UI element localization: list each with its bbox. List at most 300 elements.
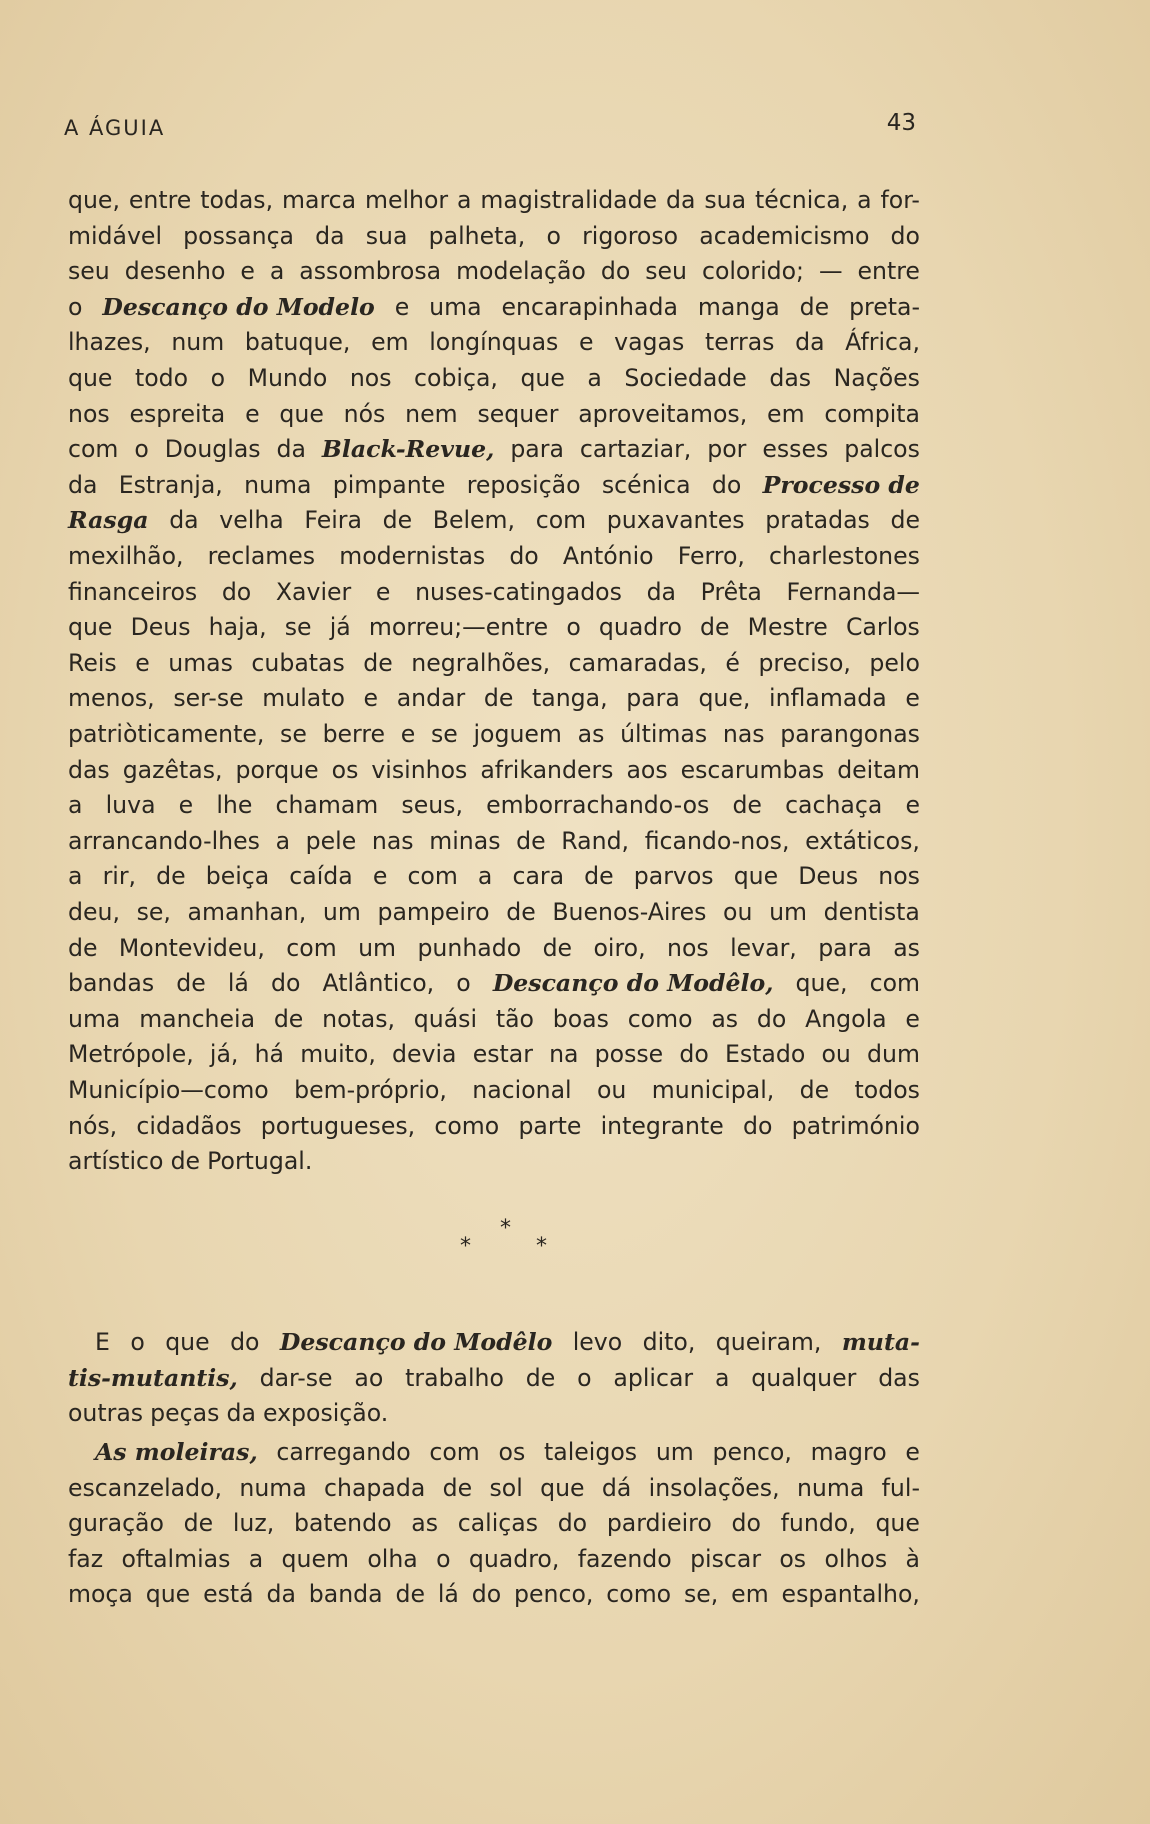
word: inflamada (769, 684, 887, 713)
word: da (226, 1399, 256, 1428)
word: guração (68, 1509, 164, 1538)
word: quem (281, 1544, 349, 1573)
word: o (130, 1328, 145, 1356)
text-line (68, 645, 920, 681)
word: beiça (205, 862, 270, 891)
word: ou (723, 898, 753, 926)
word: Belem, (432, 506, 516, 535)
word: ficando-nos, (644, 826, 790, 855)
word: se (430, 720, 458, 748)
word: já (329, 613, 351, 642)
word: punhado (417, 933, 522, 962)
word: de (890, 506, 920, 535)
word: do (221, 577, 252, 606)
word: Montevideu, (118, 933, 265, 962)
text-line (68, 1576, 920, 1612)
word: está (203, 1580, 254, 1609)
word: Rasga (68, 506, 149, 535)
dinkus-star-right: * (536, 1234, 547, 1259)
text-line (68, 289, 920, 325)
word: nos (68, 399, 110, 428)
word: do (270, 969, 301, 998)
word: lhe (216, 791, 253, 820)
word: que (68, 613, 113, 642)
word: que (165, 1328, 210, 1356)
word: andar (396, 684, 466, 713)
word: com (286, 933, 337, 962)
word: chamam (275, 791, 379, 820)
word: seu (645, 257, 687, 286)
word: escarumbas (680, 755, 825, 784)
word: emborrachando-os (486, 791, 710, 820)
word: as (577, 720, 605, 748)
word: Douglas (164, 435, 261, 464)
word: como (627, 1004, 693, 1033)
word: do (600, 257, 631, 286)
word: de (584, 862, 614, 891)
word: António (562, 542, 654, 570)
word: de (176, 969, 206, 998)
word: que, (698, 684, 751, 713)
text-line (68, 1072, 920, 1108)
word: minas (429, 826, 501, 855)
word: de (542, 933, 573, 962)
text-line (68, 930, 920, 966)
word: de (442, 1473, 473, 1502)
word: deu, (68, 898, 120, 926)
word: aos (626, 755, 668, 784)
text-line (68, 1505, 920, 1541)
word: uma (429, 292, 482, 321)
word: nem (405, 399, 458, 428)
word: Atlântico, (322, 969, 435, 998)
word: e (372, 862, 388, 891)
word: seu (68, 257, 110, 286)
word: pelo (869, 648, 920, 677)
word: um (358, 933, 397, 962)
word: e (905, 684, 920, 713)
word: e (905, 1438, 920, 1466)
word: lá (437, 1580, 459, 1609)
word: dito, (642, 1328, 696, 1356)
word: dentista (823, 898, 920, 926)
word: num (171, 328, 225, 357)
word: a (857, 186, 872, 214)
text-line (95, 1434, 920, 1470)
word: e (394, 292, 410, 321)
word: o (546, 221, 561, 250)
word: de (170, 1147, 201, 1176)
text-line (68, 1395, 920, 1431)
word: extáticos, (805, 826, 920, 855)
word: para (818, 933, 872, 962)
word: que (68, 364, 113, 392)
word: África, (845, 328, 920, 357)
word: sol (489, 1473, 523, 1502)
word: scénica (601, 470, 691, 499)
word: os (331, 755, 359, 784)
word: devia (392, 1040, 457, 1069)
word: magistralidade (480, 186, 658, 214)
word: da (795, 328, 825, 357)
word: há (254, 1040, 285, 1069)
word: mulato (262, 684, 345, 713)
text-line (68, 609, 920, 645)
word: quadro, (468, 1544, 560, 1573)
word: a (714, 1363, 730, 1392)
word: posse (594, 1040, 664, 1069)
word: nuses-catingados (415, 577, 622, 606)
word: Município—como (68, 1076, 269, 1104)
word: de (799, 292, 830, 321)
word: o (210, 364, 226, 392)
word: afrikanders (480, 755, 614, 784)
word: joguem (473, 720, 562, 748)
text-line (68, 1360, 920, 1396)
word: gazêtas, (122, 755, 223, 784)
word: que (733, 862, 779, 891)
word: se (280, 720, 307, 748)
page-number: 43 (886, 110, 916, 136)
word: levar, (730, 933, 797, 962)
word: umas (168, 648, 233, 677)
word: outras (68, 1399, 144, 1428)
word: com (429, 1438, 480, 1466)
word: batendo (293, 1509, 392, 1538)
text-line (68, 1541, 920, 1577)
word: Mestre (747, 613, 828, 642)
word: com (407, 862, 458, 891)
word: Mundo (247, 364, 328, 392)
word: Angola (805, 1004, 887, 1033)
word: já, (209, 1040, 239, 1069)
word: mexilhão, (68, 542, 184, 570)
word: como (434, 1111, 500, 1140)
word: reclames (207, 542, 316, 570)
text-line (68, 894, 920, 930)
word: as (411, 1509, 439, 1538)
word: parangonas (780, 720, 920, 748)
text-line (68, 324, 920, 360)
word: exposição. (262, 1399, 389, 1428)
word: melhor (364, 186, 449, 214)
word: de (382, 506, 413, 535)
word: se, (136, 898, 171, 926)
word: e (905, 1004, 920, 1033)
text-line (68, 752, 920, 788)
word: rir, (102, 862, 137, 891)
word: modelação (456, 257, 586, 286)
word: qualquer (751, 1363, 857, 1392)
word: as (893, 933, 920, 962)
word: luz, (232, 1509, 275, 1538)
word: aplicar (613, 1363, 694, 1392)
word: muito, (300, 1040, 376, 1069)
word: sua (704, 186, 747, 214)
word: manga (697, 292, 780, 321)
word: Prêta (700, 577, 762, 606)
word: longínquas (429, 328, 559, 357)
word: Sociedade (624, 364, 747, 392)
word: camaradas, (568, 648, 707, 677)
section-dinkus (440, 1216, 580, 1272)
word: penco, (514, 1580, 594, 1609)
word: Rand, (561, 826, 630, 855)
word: velha (219, 506, 284, 535)
word: nas (722, 720, 765, 748)
word: Nações (833, 364, 920, 392)
word: Deus (798, 862, 859, 891)
word: porque (235, 755, 319, 784)
text-line (68, 680, 920, 716)
word: o (68, 292, 83, 321)
word: e (400, 720, 416, 748)
word: nas (371, 826, 414, 855)
word: nos (878, 862, 920, 891)
word: do (742, 1111, 773, 1140)
word: de (506, 898, 536, 926)
word: nós (343, 399, 386, 428)
text-line (95, 1324, 920, 1360)
word: cobiça, (414, 364, 498, 392)
word: oftalmias (121, 1544, 231, 1573)
word: moça (68, 1580, 133, 1609)
word: que (520, 364, 565, 392)
word: por (707, 435, 747, 464)
word: muta- (841, 1328, 920, 1356)
word: assombrosa (299, 257, 442, 286)
word: preta- (849, 292, 920, 321)
text-line (68, 502, 920, 538)
word: sequer (477, 399, 559, 428)
word: caída (289, 862, 353, 891)
text-line (68, 1108, 920, 1144)
dinkus-star-left: * (460, 1234, 471, 1259)
word: notas, (322, 1004, 395, 1033)
word: nos (666, 933, 709, 962)
word: das (769, 364, 812, 392)
text-line (68, 787, 920, 823)
word: cachaça (785, 791, 883, 820)
word: de (183, 1509, 214, 1538)
word: As moleiras, (95, 1438, 258, 1466)
word: do (679, 1040, 709, 1069)
word: em (767, 399, 805, 428)
word: pratadas (765, 506, 870, 535)
word: numa (244, 470, 312, 499)
word: todos (854, 1076, 920, 1104)
word: da (266, 1580, 296, 1609)
word: for- (880, 186, 920, 214)
word: entre (857, 257, 920, 286)
word: do (557, 1509, 588, 1538)
word: técnica, (755, 186, 849, 214)
word: pampeiro (377, 898, 490, 926)
word: da (68, 470, 98, 499)
word: espreita (129, 399, 226, 428)
word: tão (495, 1004, 534, 1033)
word: ao (354, 1363, 384, 1392)
word: Deus (130, 613, 191, 642)
running-head (64, 110, 916, 148)
word: ful- (881, 1473, 920, 1502)
word: carregando (276, 1438, 411, 1466)
word: nos (349, 364, 392, 392)
word: Descanço do Modêlo, (492, 969, 774, 998)
word: em (371, 328, 409, 357)
word: luva (105, 791, 156, 820)
word: chapada (324, 1473, 426, 1502)
word: a (275, 826, 291, 855)
word: numa (796, 1473, 865, 1502)
word: cartaziar, (579, 435, 692, 464)
word: a (68, 791, 83, 820)
word: puxavantes (606, 506, 745, 535)
word: preciso, (758, 648, 851, 677)
word: Descanço do Modêlo (279, 1328, 553, 1356)
word: Buenos-Aires (552, 898, 707, 926)
word: lá (227, 969, 249, 998)
word: da (276, 435, 306, 464)
word: de (516, 826, 546, 855)
word: lhazes, (68, 328, 151, 357)
word: nacional (472, 1076, 572, 1104)
word: o (566, 613, 581, 642)
word: patriòticamente, (68, 720, 265, 748)
word: olhos (824, 1544, 888, 1573)
text-line (68, 253, 920, 289)
word: que (875, 1509, 920, 1538)
text-line (68, 858, 920, 894)
word: é (725, 648, 740, 677)
word: que (145, 1580, 191, 1609)
word: um (769, 898, 807, 926)
word: financeiros (68, 577, 198, 606)
word: taleigos (544, 1438, 638, 1466)
word: de (483, 684, 514, 713)
word: E (95, 1328, 110, 1356)
word: levo (572, 1328, 623, 1356)
word: os (498, 1438, 526, 1466)
word: Reis (68, 648, 117, 677)
text-line (68, 396, 920, 432)
word: a (477, 862, 493, 891)
word: de (395, 1580, 425, 1609)
word: com (869, 969, 920, 998)
word: Feira (304, 506, 362, 535)
word: trabalho (405, 1363, 504, 1392)
text-line (68, 431, 920, 467)
word: cidadãos (136, 1111, 242, 1140)
word: do (731, 1509, 761, 1538)
word: cubatas (251, 648, 345, 677)
word: Descanço do Modelo (102, 292, 375, 321)
word: pimpante (332, 470, 446, 499)
word: ou (597, 1076, 627, 1104)
dinkus-star-top: * (500, 1216, 511, 1241)
word: compita (824, 399, 920, 428)
word: nós, (68, 1111, 118, 1140)
word: negralhões, (411, 648, 551, 677)
word: últimas (620, 720, 708, 748)
word: e (375, 577, 391, 606)
word: com (68, 435, 119, 464)
word: em (731, 1580, 769, 1609)
word: de (525, 1363, 556, 1392)
word: Portugal. (207, 1147, 313, 1176)
word: faz (68, 1544, 104, 1573)
word: de (732, 791, 762, 820)
word: Carlos (845, 613, 920, 642)
word: um (655, 1438, 694, 1466)
word: como (606, 1580, 672, 1609)
word: de (68, 933, 98, 962)
word: cara (512, 862, 565, 891)
word: palcos (844, 435, 920, 464)
word: de (700, 613, 730, 642)
word: a (269, 257, 285, 286)
word: e (245, 399, 260, 428)
word: portugueses, (260, 1111, 416, 1140)
word: boas (552, 1004, 609, 1033)
word: Fernanda— (786, 577, 920, 606)
word: tis-mutantis, (68, 1363, 238, 1392)
text-line (68, 360, 920, 396)
word: do (756, 1004, 787, 1033)
word: com (535, 506, 587, 535)
word: reposição (466, 470, 581, 499)
word: e (240, 257, 255, 286)
word: morreu;—entre (368, 613, 549, 642)
word: palheta, (428, 221, 526, 250)
word: municipal, (651, 1076, 775, 1104)
word: Processo de (762, 470, 920, 499)
word: do (471, 1580, 502, 1609)
word: banda (308, 1580, 383, 1609)
word: arrancando-lhes (68, 826, 260, 855)
word: pardieiro (606, 1509, 712, 1538)
word: a (457, 186, 472, 214)
text-line (68, 823, 920, 859)
word: e (178, 791, 194, 820)
word: sua (365, 221, 408, 250)
word: na (549, 1040, 579, 1069)
word: de (363, 648, 393, 677)
word: estar (472, 1040, 533, 1069)
word: Estranja, (118, 470, 223, 499)
word: mancheia (139, 1004, 256, 1033)
word: da (666, 186, 696, 214)
word: seus, (401, 791, 463, 820)
word: colorido; (701, 257, 804, 286)
word: das (878, 1363, 920, 1392)
text-line (68, 218, 920, 254)
word: um (322, 898, 361, 926)
word: o (577, 1363, 592, 1392)
word: todo (134, 364, 189, 392)
word: o (134, 435, 149, 464)
text-line (68, 716, 920, 752)
word: os (779, 1544, 807, 1573)
word: das (68, 755, 110, 784)
word: modernistas (339, 542, 486, 570)
word: da (169, 506, 199, 535)
word: terras (704, 328, 775, 357)
word: — (818, 257, 843, 286)
word: e (135, 648, 150, 677)
word: possança (183, 221, 295, 250)
word: encarapinhada (501, 292, 678, 321)
